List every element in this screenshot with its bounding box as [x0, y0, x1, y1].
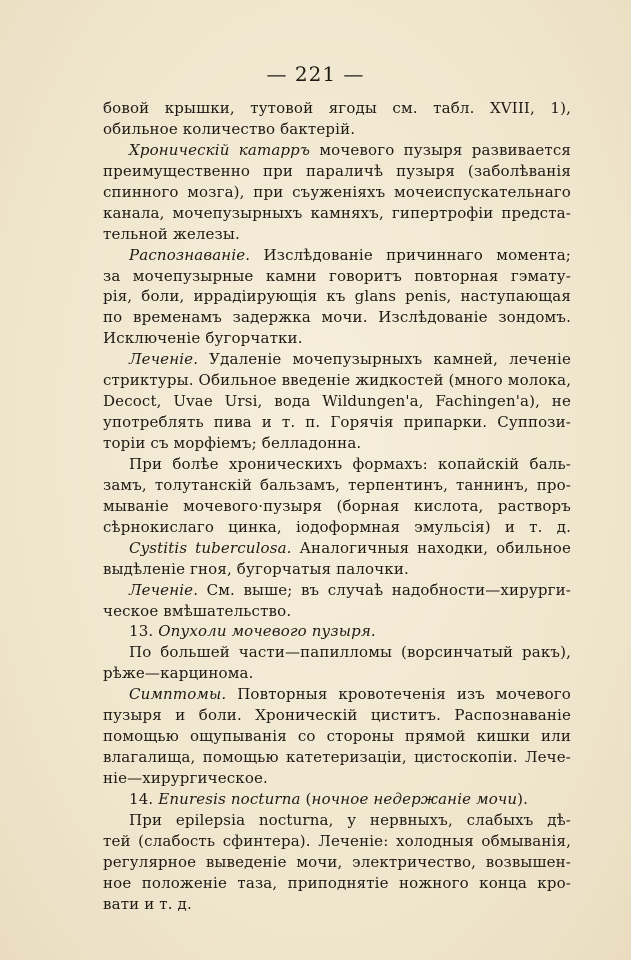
page-number: — 221 — [266, 62, 365, 86]
text-segment: мочевого пузыря развивается [310, 140, 572, 159]
text-segment: пузыря и боли. Хроническій циститъ. Распознаваніе [103, 706, 571, 725]
text-segment: стриктуры. Обильное введеніе жидкостей (много молока, [103, 371, 572, 390]
text-segment: При epilepsia nocturna, у нервныхъ, слабыхъ дѣ- [129, 810, 571, 829]
italic-text: ночное недержаніе мочи [311, 789, 518, 808]
text-line [103, 245, 571, 266]
text-line [103, 119, 571, 140]
text-segment: Изслѣдованіе причиннаго момента; [250, 245, 571, 264]
text-line [103, 726, 571, 747]
text-segment: При болѣе хроническихъ формахъ: копайскій баль- [129, 454, 571, 473]
text-line [103, 370, 571, 391]
text-segment: ное положеніе таза, приподнятіе ножного конца кро- [103, 873, 571, 892]
italic-text: Симптомы. [129, 685, 227, 704]
text-segment: употреблять пива и т. п. Горячія припарки. Суппози- [103, 413, 571, 432]
text-segment: ніе—хирургическое. [103, 769, 268, 787]
text-line [103, 349, 571, 370]
text-line [103, 98, 571, 119]
text-line [103, 475, 571, 496]
text-line [103, 266, 571, 287]
text-line [103, 538, 571, 559]
text-line [103, 496, 571, 517]
text-line [103, 852, 571, 873]
text-line [103, 224, 571, 245]
text-segment: рѣже—карцинома. [103, 664, 254, 683]
text-line [103, 182, 571, 203]
text-line [103, 831, 571, 852]
text-line [103, 810, 571, 831]
text-line [103, 894, 571, 915]
text-line [103, 768, 571, 789]
text-segment: влагалища, помощью катетеризаціи, цистоскопіи. Лече- [103, 748, 571, 767]
italic-text: Хроническій катарръ [129, 140, 311, 159]
italic-text: Распознаваніе. [129, 245, 251, 264]
text-line [103, 307, 571, 328]
text-segment: Аналогичныя находки, обильное [291, 538, 571, 557]
text-segment: вати и т. д. [103, 894, 192, 913]
text-segment: преимущественно при параличѣ пузыря (заболѣванія [103, 161, 571, 180]
text-segment: ). [517, 789, 529, 808]
text-segment: выдѣленіе гноя, бугорчатыя палочки. [103, 559, 409, 578]
text-line [103, 747, 571, 768]
text-segment: 14. [129, 789, 159, 808]
text-segment: по временамъ задержка мочи. Изслѣдованіе зондомъ. [103, 308, 571, 327]
text-segment: Удаленіе мочепузырныхъ камней, леченіе [198, 350, 571, 369]
text-line [103, 140, 571, 161]
text-segment: По большей части—папилломы (ворсинчатый ракъ), [129, 643, 571, 662]
body-text [103, 98, 571, 915]
text-line [103, 203, 571, 224]
text-segment: помощью ощупыванія со стороны прямой кишки или [103, 727, 571, 746]
italic-text: Cystitis tuberculosa. [129, 538, 292, 557]
text-segment: мываніе мочевого·пузыря (борная кислота, растворъ [103, 496, 571, 515]
text-segment: тей (слабость сфинтера). Леченіе: холодныя обмыванія, [103, 831, 571, 850]
text-segment: Повторныя кровотеченія изъ мочевого [226, 685, 571, 704]
text-segment: рія, боли, иррадіирующія къ glans penis, наступающая [103, 287, 571, 306]
text-segment: 13. [129, 622, 159, 641]
italic-text: Леченіе. [129, 580, 199, 599]
text-line [103, 684, 571, 705]
text-line [103, 559, 571, 580]
text-segment: ( [300, 789, 312, 808]
text-segment: регулярное выведеніе мочи, электричество, возвышен- [103, 852, 571, 871]
text-line [103, 454, 571, 475]
text-line [103, 161, 571, 182]
text-segment: торіи съ морфіемъ; белладонна. [103, 434, 362, 452]
text-segment: сѣрнокислаго цинка, іодоформная эмульсія) и т. д. [103, 517, 571, 536]
text-line [103, 433, 571, 454]
text-segment: Decoct, Uvae Ursi, вода Wildungen'a, Fachingen'a), не [103, 392, 571, 411]
italic-text: Леченіе. [129, 350, 199, 369]
text-segment: тельной железы. [103, 224, 240, 243]
text-line [103, 412, 571, 433]
text-line [103, 328, 571, 349]
text-segment: ческое вмѣшательство. [103, 601, 292, 620]
text-segment: за мочепузырные камни говоритъ повторная гэмату- [103, 266, 571, 285]
text-segment: канала, мочепузырныхъ камняхъ, гипертрофіи предста- [103, 203, 571, 222]
text-line [103, 580, 571, 601]
text-line [103, 517, 571, 538]
text-segment: См. выше; въ случаѣ надобности—хирурги- [198, 580, 571, 599]
italic-text: Опухоли мочевого пузыря. [158, 622, 376, 641]
text-segment: спинного мозга), при съуженіяхъ мочеиспускательнаго [103, 182, 571, 201]
text-line [103, 391, 571, 412]
italic-text: Enuresis nocturna [158, 789, 301, 808]
text-segment: обильное количество бактерій. [103, 119, 356, 138]
text-line [103, 621, 571, 642]
text-line [103, 642, 571, 663]
text-line [103, 286, 571, 307]
text-line [103, 601, 571, 622]
text-line [103, 873, 571, 894]
text-line [103, 705, 571, 726]
text-line [103, 663, 571, 684]
text-segment: Исключеніе бугорчатки. [103, 329, 303, 348]
text-line [103, 789, 571, 810]
text-segment: замъ, толутанскій бальзамъ, терпентинъ, таннинъ, про- [103, 475, 571, 494]
text-segment: бовой крышки, тутовой ягоды см. табл. XVIII, 1), [103, 99, 571, 117]
